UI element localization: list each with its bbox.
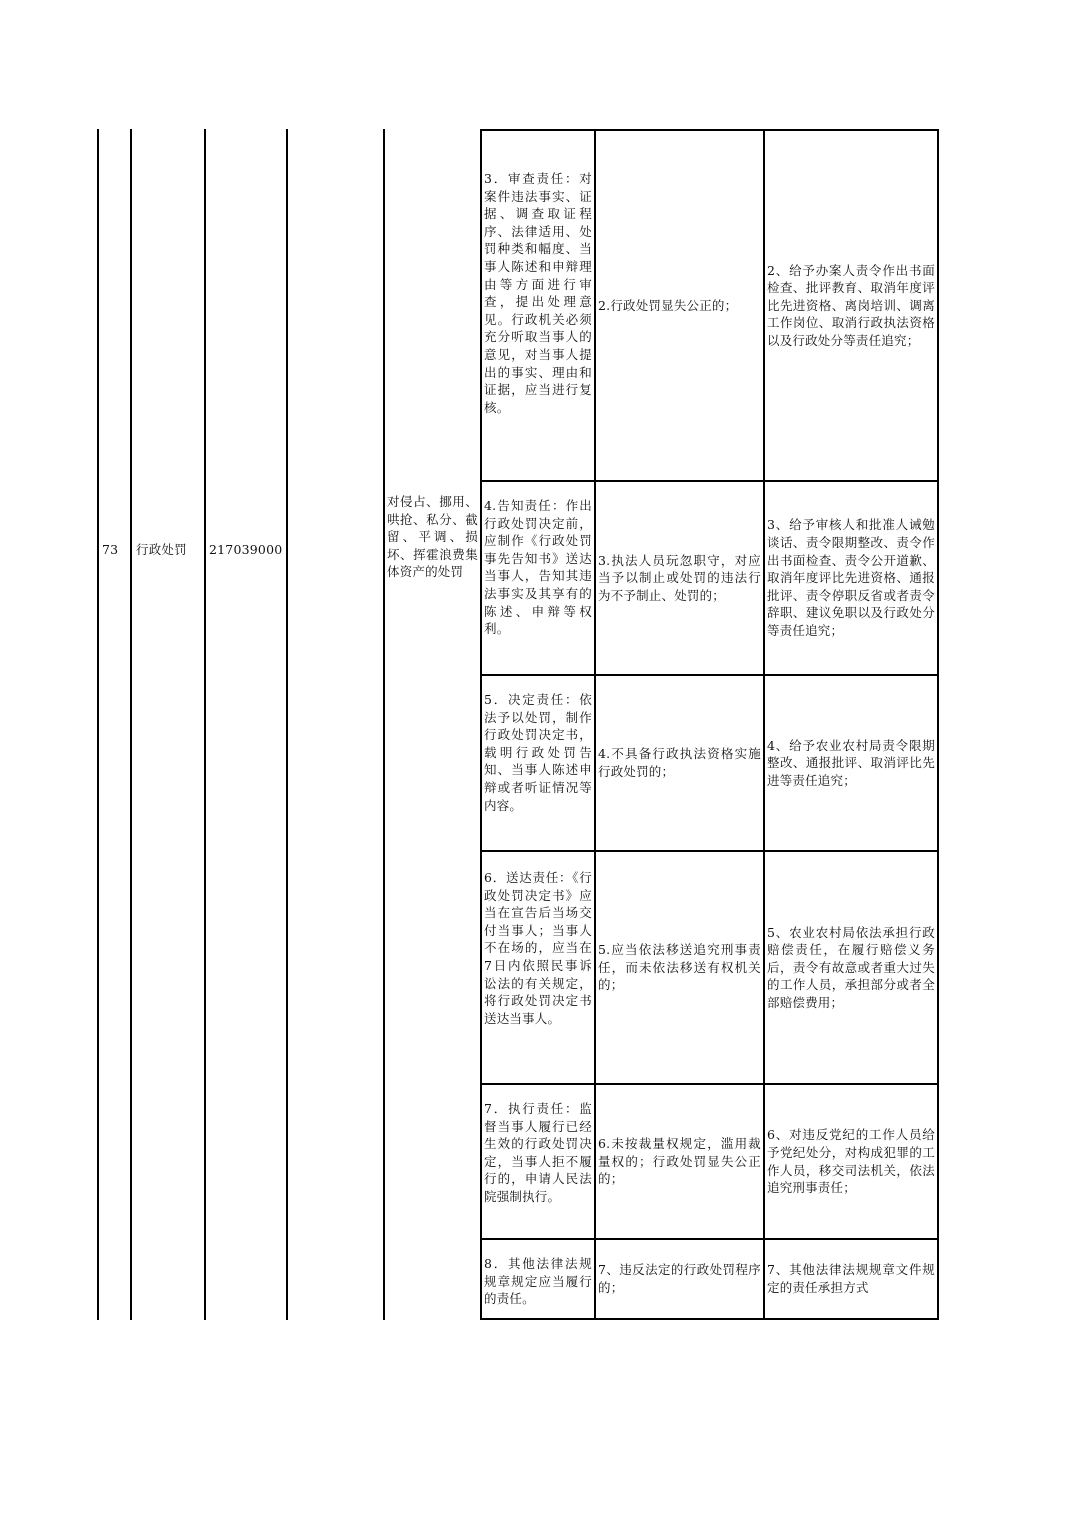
duty-accountability: 4.不具备行政执法资格实施行政处罚的； — [598, 746, 761, 779]
duty-responsibility: 7．执行责任：监督当事人履行已经生效的行政处罚决定，当事人拒不履行的，申请人民法院强制执行。 — [484, 1101, 592, 1204]
table-rule — [286, 129, 288, 1320]
duty-liability: 3、给予审核人和批准人诫勉谈话、责令限期整改、责令作出书面检查、责令公开道歉、取消年度评比先进资格、通报批评、责令停职反省或者责令辞职、建议免职以及行政处分等责任追究； — [767, 517, 935, 638]
row-category: 行政处罚 — [136, 542, 187, 557]
duty-liability: 5、农业农村局依法承担行政赔偿责任，在履行赔偿义务后，责令有故意或者重大过失的工作人员，承担部分或者全部赔偿费用； — [767, 924, 935, 1010]
table-rule-right — [937, 129, 939, 1320]
duty-responsibility: 3．审查责任：对案件违法事实、证据、调查取证程序、法律适用、处罚种类和幅度、当事人陈述和申辩理由等方面进行审查，提出处理意见。行政机关必须充分听取当事人的意见，对当事人提出的事实、理由和证据，应当进行复核。 — [484, 171, 592, 415]
duty-liability: 4、给予农业农村局责令限期整改、通报批评、取消评比先进等责任追究； — [767, 737, 935, 788]
table-rule-left — [97, 129, 99, 1320]
table-rule — [594, 129, 596, 1320]
duty-accountability: 7、违反法定的行政处罚程序的； — [598, 1262, 761, 1295]
table-rule — [383, 129, 385, 1320]
table-rule — [763, 129, 765, 1320]
row-code: 217039000 — [209, 542, 283, 557]
duty-liability: 6、对违反党纪的工作人员给予党纪处分，对构成犯罪的工作人员，移交司法机关，依法追究刑事责任； — [767, 1127, 935, 1196]
row-item-name: 对侵占、挪用、哄抢、私分、截留、平调、损坏、挥霍浪费集体资产的处罚 — [387, 494, 478, 580]
duty-responsibility: 5．决定责任：依法予以处罚，制作行政处罚决定书，载明行政处罚告知、当事人陈述申辩或者听证情况等内容。 — [484, 692, 592, 813]
duty-liability: 2、给予办案人责令作出书面检查、批评教育、取消年度评比先进资格、离岗培训、调离工作岗位、取消行政执法资格以及行政处分等责任追究； — [767, 262, 935, 348]
table-rule-bottom — [480, 1318, 939, 1320]
table-rule — [130, 129, 132, 1320]
table-rule — [204, 129, 206, 1320]
duty-accountability: 6.未按裁量权规定，滥用裁量权的；行政处罚显失公正的； — [598, 1136, 761, 1187]
duty-responsibility: 6．送达责任：《行政处罚决定书》应当在宣告后当场交付当事人；当事人不在场的，应当在7日内依照民事诉讼法的有关规定，将行政处罚决定书送达当事人。 — [484, 870, 592, 1026]
row-number: 73 — [102, 542, 119, 557]
duty-responsibility: 4.告知责任：作出行政处罚决定前，应制作《行政处罚事先告知书》送达当事人，告知其违法事实及其享有的陈述、申辩等权利。 — [484, 498, 592, 637]
table-rule — [480, 129, 482, 1320]
duty-responsibility: 8．其他法律法规规章规定应当履行的责任。 — [484, 1256, 592, 1307]
duty-accountability: 2.行政处罚显失公正的； — [598, 297, 738, 313]
duty-accountability: 5.应当依法移送追究刑事责任，而未依法移送有权机关的； — [598, 942, 761, 993]
duty-liability: 7、其他法律法规规章文件规定的责任承担方式 — [767, 1262, 935, 1295]
duty-accountability: 3.执法人员玩忽职守，对应当予以制止或处罚的违法行为不予制止、处罚的； — [598, 552, 761, 603]
